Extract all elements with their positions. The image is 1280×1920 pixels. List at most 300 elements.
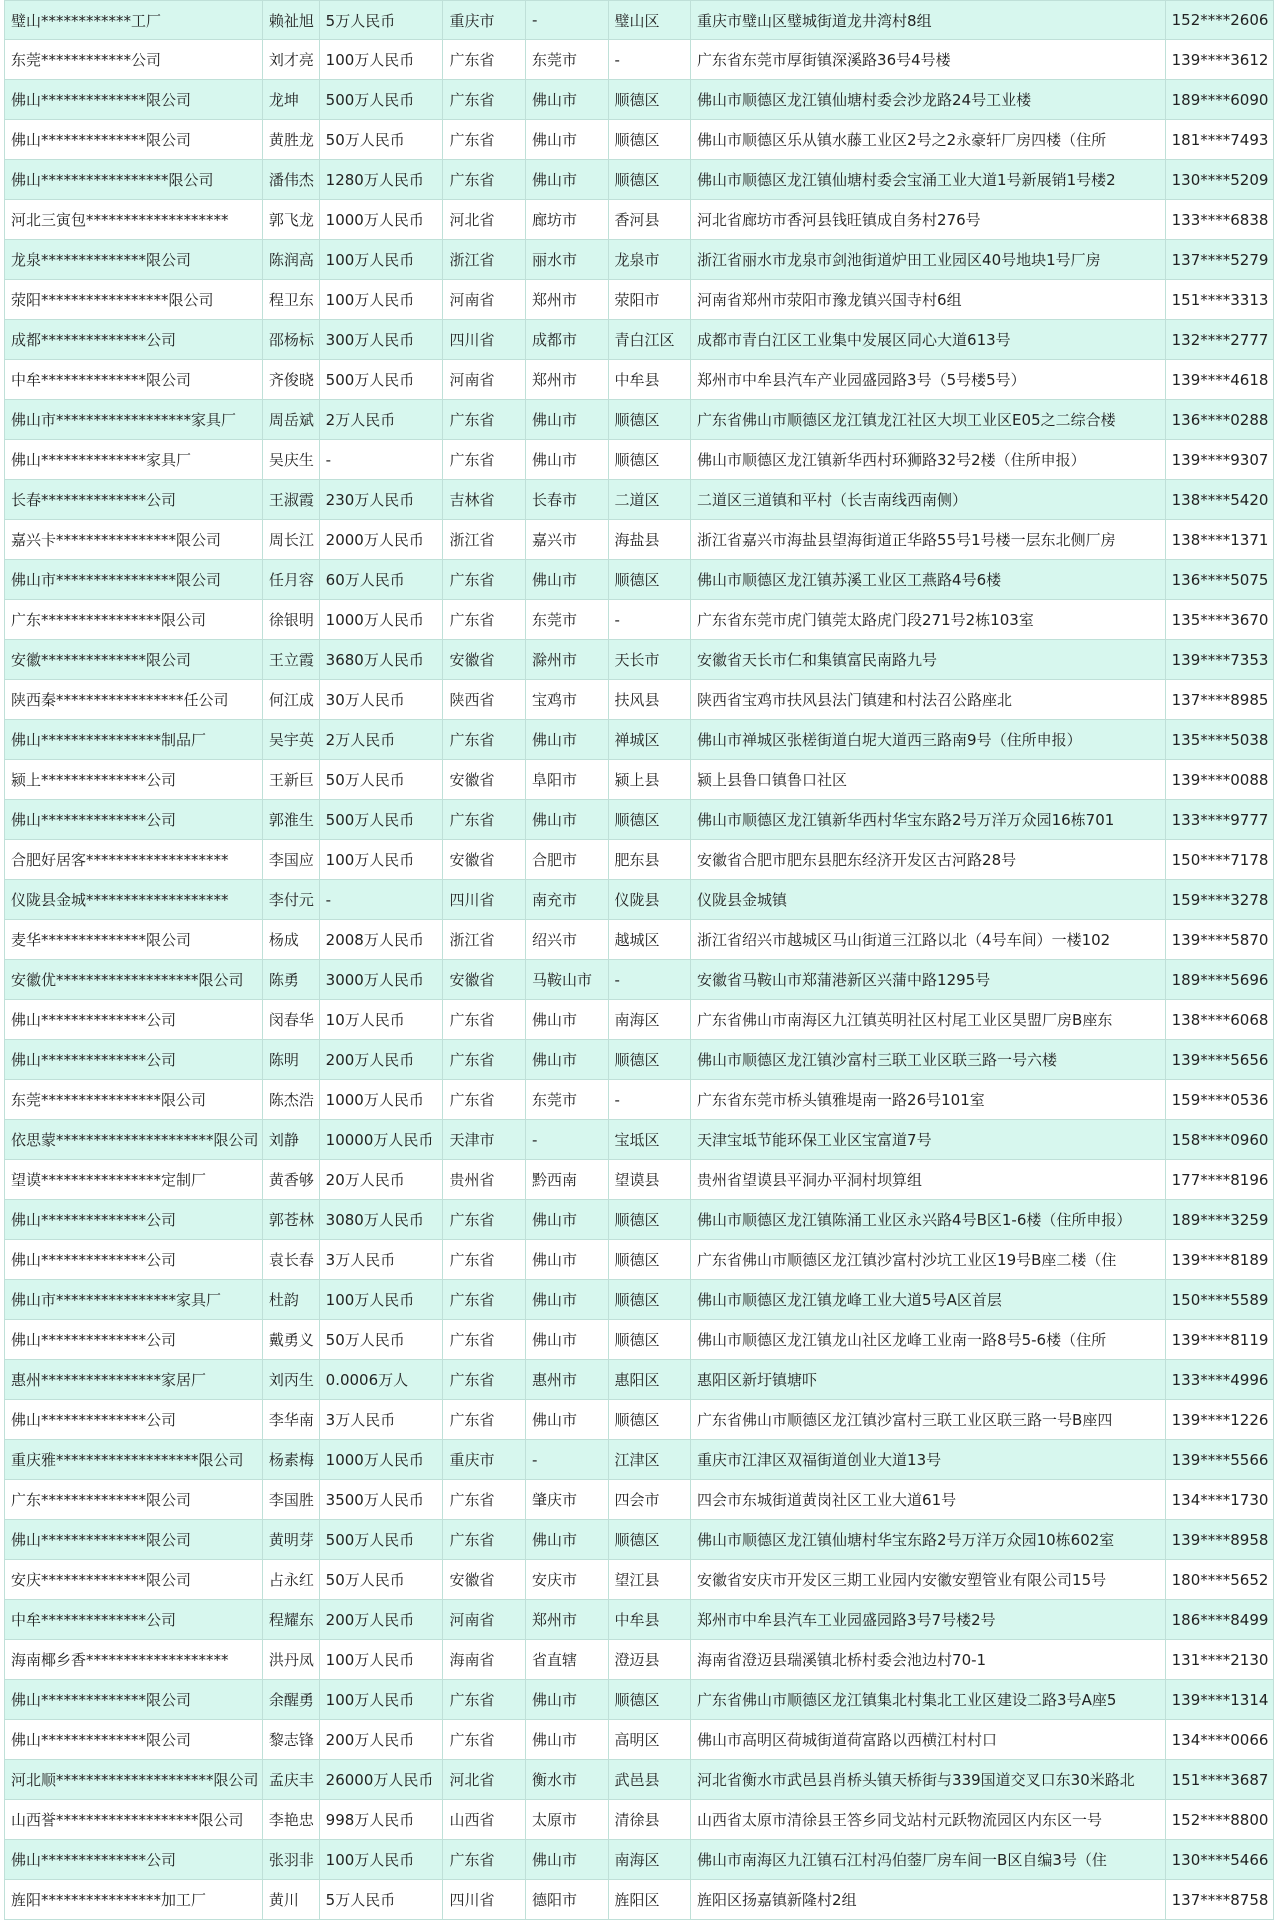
company-name-cell: 佛山**************公司 bbox=[5, 1400, 263, 1440]
registered-capital-cell: 1280万人民币 bbox=[319, 160, 443, 200]
legal-person-cell: 齐俊晓 bbox=[262, 360, 319, 400]
registered-capital-cell: 50万人民币 bbox=[319, 1560, 443, 1600]
legal-person-cell: 周岳斌 bbox=[262, 400, 319, 440]
legal-person-cell: 占永红 bbox=[262, 1560, 319, 1600]
legal-person-cell: 周长江 bbox=[262, 520, 319, 560]
address-cell: 贵州省望谟县平洞办平洞村坝算组 bbox=[691, 1160, 1166, 1200]
table-row bbox=[5, 1760, 1274, 1800]
company-name-cell: 山西誉*******************限公司 bbox=[5, 1800, 263, 1840]
city-cell: 佛山市 bbox=[525, 80, 608, 120]
legal-person-cell: 孟庆丰 bbox=[262, 1760, 319, 1800]
district-cell: 顺德区 bbox=[608, 1680, 691, 1720]
address-cell: 浙江省绍兴市越城区马山街道三江路以北（4号车间）一楼102 bbox=[691, 920, 1166, 960]
registered-capital-cell: 5万人民币 bbox=[319, 1, 443, 40]
registered-capital-cell: 230万人民币 bbox=[319, 480, 443, 520]
district-cell: 顺德区 bbox=[608, 1280, 691, 1320]
city-cell: 佛山市 bbox=[525, 1000, 608, 1040]
table-row bbox=[5, 440, 1274, 480]
province-cell: 安徽省 bbox=[443, 640, 526, 680]
district-cell: 扶风县 bbox=[608, 680, 691, 720]
district-cell: - bbox=[608, 960, 691, 1000]
company-name-cell: 河北顺*********************限公司 bbox=[5, 1760, 263, 1800]
address-cell: 安徽省天长市仁和集镇富民南路九号 bbox=[691, 640, 1166, 680]
city-cell: 佛山市 bbox=[525, 400, 608, 440]
registered-capital-cell: 3万人民币 bbox=[319, 1240, 443, 1280]
district-cell: 中牟县 bbox=[608, 360, 691, 400]
province-cell: 河南省 bbox=[443, 280, 526, 320]
company-name-cell: 安庆**************限公司 bbox=[5, 1560, 263, 1600]
address-cell: 安徽省马鞍山市郑蒲港新区兴蒲中路1295号 bbox=[691, 960, 1166, 1000]
legal-person-cell: 陈杰浩 bbox=[262, 1080, 319, 1120]
registered-capital-cell: 500万人民币 bbox=[319, 80, 443, 120]
phone-cell: 139****5870 bbox=[1165, 920, 1273, 960]
district-cell: 武邑县 bbox=[608, 1760, 691, 1800]
address-cell: 佛山市南海区九江镇石江村冯伯蓥厂房车间一B区自编3号（住 bbox=[691, 1840, 1166, 1880]
table-row bbox=[5, 1400, 1274, 1440]
district-cell: 顺德区 bbox=[608, 1200, 691, 1240]
legal-person-cell: 杨成 bbox=[262, 920, 319, 960]
city-cell: 佛山市 bbox=[525, 1320, 608, 1360]
district-cell: 璧山区 bbox=[608, 1, 691, 40]
province-cell: 广东省 bbox=[443, 720, 526, 760]
registered-capital-cell: 10万人民币 bbox=[319, 1000, 443, 1040]
district-cell: 望谟县 bbox=[608, 1160, 691, 1200]
province-cell: 海南省 bbox=[443, 1640, 526, 1680]
phone-cell: 139****4618 bbox=[1165, 360, 1273, 400]
company-name-cell: 重庆雅*******************限公司 bbox=[5, 1440, 263, 1480]
company-name-cell: 嘉兴卡****************限公司 bbox=[5, 520, 263, 560]
phone-cell: 138****5420 bbox=[1165, 480, 1273, 520]
registered-capital-cell: 200万人民币 bbox=[319, 1720, 443, 1760]
phone-cell: 151****3687 bbox=[1165, 1760, 1273, 1800]
district-cell: 清徐县 bbox=[608, 1800, 691, 1840]
city-cell: 丽水市 bbox=[525, 240, 608, 280]
phone-cell: 134****0066 bbox=[1165, 1720, 1273, 1760]
registered-capital-cell: 100万人民币 bbox=[319, 280, 443, 320]
company-name-cell: 佛山市****************家具厂 bbox=[5, 1280, 263, 1320]
company-name-cell: 佛山**************限公司 bbox=[5, 120, 263, 160]
city-cell: 东莞市 bbox=[525, 40, 608, 80]
district-cell: 高明区 bbox=[608, 1720, 691, 1760]
address-cell: 佛山市顺德区龙江镇仙塘村委会沙龙路24号工业楼 bbox=[691, 80, 1166, 120]
table-row bbox=[5, 1, 1274, 40]
company-name-cell: 佛山*****************限公司 bbox=[5, 160, 263, 200]
legal-person-cell: 刘静 bbox=[262, 1120, 319, 1160]
legal-person-cell: 李国应 bbox=[262, 840, 319, 880]
district-cell: 顺德区 bbox=[608, 440, 691, 480]
table-row bbox=[5, 200, 1274, 240]
company-name-cell: 佛山**************公司 bbox=[5, 1000, 263, 1040]
registered-capital-cell: 500万人民币 bbox=[319, 800, 443, 840]
province-cell: 广东省 bbox=[443, 560, 526, 600]
table-row bbox=[5, 1360, 1274, 1400]
address-cell: 河北省廊坊市香河县钱旺镇成自务村276号 bbox=[691, 200, 1166, 240]
table-row bbox=[5, 1120, 1274, 1160]
registered-capital-cell: 50万人民币 bbox=[319, 760, 443, 800]
registered-capital-cell: 998万人民币 bbox=[319, 1800, 443, 1840]
city-cell: 合肥市 bbox=[525, 840, 608, 880]
registered-capital-cell: 10000万人民币 bbox=[319, 1120, 443, 1160]
table-row bbox=[5, 1800, 1274, 1840]
city-cell: 东莞市 bbox=[525, 1080, 608, 1120]
company-name-cell: 旌阳****************加工厂 bbox=[5, 1880, 263, 1920]
legal-person-cell: 李华南 bbox=[262, 1400, 319, 1440]
province-cell: 四川省 bbox=[443, 880, 526, 920]
city-cell: 马鞍山市 bbox=[525, 960, 608, 1000]
phone-cell: 151****3313 bbox=[1165, 280, 1273, 320]
legal-person-cell: 闵春华 bbox=[262, 1000, 319, 1040]
company-name-cell: 佛山**************公司 bbox=[5, 1840, 263, 1880]
table-row bbox=[5, 480, 1274, 520]
company-name-cell: 陕西秦*****************任公司 bbox=[5, 680, 263, 720]
address-cell: 郑州市中牟县汽车工业园盛园路3号7号楼2号 bbox=[691, 1600, 1166, 1640]
province-cell: 广东省 bbox=[443, 1080, 526, 1120]
phone-cell: 139****8958 bbox=[1165, 1520, 1273, 1560]
table-row bbox=[5, 1440, 1274, 1480]
legal-person-cell: 李艳忠 bbox=[262, 1800, 319, 1840]
table-row bbox=[5, 400, 1274, 440]
address-cell: 佛山市顺德区龙江镇沙富村三联工业区联三路一号六楼 bbox=[691, 1040, 1166, 1080]
address-cell: 山西省太原市清徐县王答乡同戈站村元跃物流园区内东区一号 bbox=[691, 1800, 1166, 1840]
table-row bbox=[5, 120, 1274, 160]
registered-capital-cell: 1000万人民币 bbox=[319, 1080, 443, 1120]
address-cell: 河南省郑州市荥阳市豫龙镇兴国寺村6组 bbox=[691, 280, 1166, 320]
district-cell: 二道区 bbox=[608, 480, 691, 520]
table-row bbox=[5, 1640, 1274, 1680]
city-cell: 佛山市 bbox=[525, 1680, 608, 1720]
address-cell: 陕西省宝鸡市扶风县法门镇建和村法召公路座北 bbox=[691, 680, 1166, 720]
legal-person-cell: 任月容 bbox=[262, 560, 319, 600]
phone-cell: 130****5209 bbox=[1165, 160, 1273, 200]
district-cell: 青白江区 bbox=[608, 320, 691, 360]
legal-person-cell: 黄香够 bbox=[262, 1160, 319, 1200]
phone-cell: 139****0088 bbox=[1165, 760, 1273, 800]
table-row bbox=[5, 720, 1274, 760]
city-cell: 佛山市 bbox=[525, 800, 608, 840]
company-table bbox=[4, 0, 1274, 1920]
address-cell: 广东省东莞市厚街镇深溪路36号4号楼 bbox=[691, 40, 1166, 80]
phone-cell: 139****8189 bbox=[1165, 1240, 1273, 1280]
legal-person-cell: 龙坤 bbox=[262, 80, 319, 120]
phone-cell: 139****7353 bbox=[1165, 640, 1273, 680]
district-cell: 海盐县 bbox=[608, 520, 691, 560]
table-body bbox=[5, 1, 1274, 1920]
phone-cell: 181****7493 bbox=[1165, 120, 1273, 160]
address-cell: 郑州市中牟县汽车产业园盛园路3号（5号楼5号） bbox=[691, 360, 1166, 400]
legal-person-cell: 刘丙生 bbox=[262, 1360, 319, 1400]
phone-cell: 131****2130 bbox=[1165, 1640, 1273, 1680]
address-cell: 佛山市顺德区龙江镇陈涌工业区永兴路4号B区1-6楼（住所申报） bbox=[691, 1200, 1166, 1240]
company-name-cell: 颍上**************公司 bbox=[5, 760, 263, 800]
address-cell: 广东省佛山市顺德区龙江镇沙富村沙坑工业区19号B座二楼（住 bbox=[691, 1240, 1166, 1280]
table-row bbox=[5, 600, 1274, 640]
city-cell: 滁州市 bbox=[525, 640, 608, 680]
legal-person-cell: 王淑霞 bbox=[262, 480, 319, 520]
city-cell: 东莞市 bbox=[525, 600, 608, 640]
province-cell: 广东省 bbox=[443, 1480, 526, 1520]
city-cell: 惠州市 bbox=[525, 1360, 608, 1400]
registered-capital-cell: 1000万人民币 bbox=[319, 200, 443, 240]
phone-cell: 138****1371 bbox=[1165, 520, 1273, 560]
table-row bbox=[5, 680, 1274, 720]
table-row bbox=[5, 1600, 1274, 1640]
phone-cell: 132****2777 bbox=[1165, 320, 1273, 360]
city-cell: 衡水市 bbox=[525, 1760, 608, 1800]
city-cell: 郑州市 bbox=[525, 1600, 608, 1640]
address-cell: 佛山市顺德区龙江镇龙峰工业大道5号A区首层 bbox=[691, 1280, 1166, 1320]
registered-capital-cell: 200万人民币 bbox=[319, 1040, 443, 1080]
city-cell: 佛山市 bbox=[525, 720, 608, 760]
legal-person-cell: 王新巨 bbox=[262, 760, 319, 800]
table-row bbox=[5, 320, 1274, 360]
address-cell: 安徽省合肥市肥东县肥东经济开发区古河路28号 bbox=[691, 840, 1166, 880]
province-cell: 吉林省 bbox=[443, 480, 526, 520]
province-cell: 四川省 bbox=[443, 1880, 526, 1920]
district-cell: 南海区 bbox=[608, 1000, 691, 1040]
district-cell: 顺德区 bbox=[608, 400, 691, 440]
address-cell: 海南省澄迈县瑞溪镇北桥村委会池边村70-1 bbox=[691, 1640, 1166, 1680]
address-cell: 广东省佛山市南海区九江镇英明社区村尾工业区昊盟厂房B座东 bbox=[691, 1000, 1166, 1040]
registered-capital-cell: 2万人民币 bbox=[319, 400, 443, 440]
table-row bbox=[5, 1680, 1274, 1720]
city-cell: 郑州市 bbox=[525, 280, 608, 320]
district-cell: 顺德区 bbox=[608, 120, 691, 160]
table-row bbox=[5, 1720, 1274, 1760]
city-cell: 廊坊市 bbox=[525, 200, 608, 240]
table-row bbox=[5, 1200, 1274, 1240]
legal-person-cell: 王立霞 bbox=[262, 640, 319, 680]
registered-capital-cell: 0.0006万人 bbox=[319, 1360, 443, 1400]
legal-person-cell: 余醒勇 bbox=[262, 1680, 319, 1720]
company-name-cell: 中牟**************公司 bbox=[5, 1600, 263, 1640]
company-name-cell: 东莞****************限公司 bbox=[5, 1080, 263, 1120]
province-cell: 安徽省 bbox=[443, 960, 526, 1000]
city-cell: - bbox=[525, 1120, 608, 1160]
company-name-cell: 依思蒙*********************限公司 bbox=[5, 1120, 263, 1160]
table-row bbox=[5, 800, 1274, 840]
address-cell: 浙江省嘉兴市海盐县望海街道正华路55号1号楼一层东北侧厂房 bbox=[691, 520, 1166, 560]
address-cell: 佛山市顺德区龙江镇仙塘村华宝东路2号万洋万众园10栋602室 bbox=[691, 1520, 1166, 1560]
phone-cell: 152****8800 bbox=[1165, 1800, 1273, 1840]
legal-person-cell: 黎志锋 bbox=[262, 1720, 319, 1760]
address-cell: 佛山市顺德区龙江镇苏溪工业区工燕路4号6楼 bbox=[691, 560, 1166, 600]
legal-person-cell: 洪丹凤 bbox=[262, 1640, 319, 1680]
district-cell: 越城区 bbox=[608, 920, 691, 960]
company-name-cell: 佛山市******************家具厂 bbox=[5, 400, 263, 440]
registered-capital-cell: - bbox=[319, 440, 443, 480]
province-cell: 广东省 bbox=[443, 120, 526, 160]
phone-cell: 136****0288 bbox=[1165, 400, 1273, 440]
legal-person-cell: 何江成 bbox=[262, 680, 319, 720]
table-row bbox=[5, 1480, 1274, 1520]
table-row bbox=[5, 1240, 1274, 1280]
table-row bbox=[5, 1280, 1274, 1320]
phone-cell: 189****5696 bbox=[1165, 960, 1273, 1000]
table-row bbox=[5, 1880, 1274, 1920]
district-cell: 望江县 bbox=[608, 1560, 691, 1600]
company-name-cell: 仪陇县金城******************* bbox=[5, 880, 263, 920]
city-cell: 太原市 bbox=[525, 1800, 608, 1840]
company-name-cell: 中牟**************限公司 bbox=[5, 360, 263, 400]
district-cell: 南海区 bbox=[608, 1840, 691, 1880]
phone-cell: 139****5656 bbox=[1165, 1040, 1273, 1080]
address-cell: 重庆市璧山区璧城街道龙井湾村8组 bbox=[691, 1, 1166, 40]
province-cell: 广东省 bbox=[443, 80, 526, 120]
phone-cell: 133****9777 bbox=[1165, 800, 1273, 840]
company-name-cell: 麦华**************限公司 bbox=[5, 920, 263, 960]
table-row bbox=[5, 160, 1274, 200]
city-cell: 绍兴市 bbox=[525, 920, 608, 960]
city-cell: 佛山市 bbox=[525, 440, 608, 480]
district-cell: 顺德区 bbox=[608, 80, 691, 120]
registered-capital-cell: 3080万人民币 bbox=[319, 1200, 443, 1240]
city-cell: 成都市 bbox=[525, 320, 608, 360]
province-cell: 广东省 bbox=[443, 1720, 526, 1760]
phone-cell: 136****5075 bbox=[1165, 560, 1273, 600]
district-cell: 肥东县 bbox=[608, 840, 691, 880]
phone-cell: 186****8499 bbox=[1165, 1600, 1273, 1640]
city-cell: 佛山市 bbox=[525, 1280, 608, 1320]
province-cell: 广东省 bbox=[443, 600, 526, 640]
table-row bbox=[5, 1520, 1274, 1560]
phone-cell: 177****8196 bbox=[1165, 1160, 1273, 1200]
phone-cell: 139****5566 bbox=[1165, 1440, 1273, 1480]
province-cell: 四川省 bbox=[443, 320, 526, 360]
phone-cell: 139****1314 bbox=[1165, 1680, 1273, 1720]
province-cell: 广东省 bbox=[443, 400, 526, 440]
province-cell: 广东省 bbox=[443, 1320, 526, 1360]
legal-person-cell: 袁长春 bbox=[262, 1240, 319, 1280]
district-cell: 顺德区 bbox=[608, 1400, 691, 1440]
phone-cell: 137****8985 bbox=[1165, 680, 1273, 720]
company-name-cell: 佛山**************公司 bbox=[5, 1240, 263, 1280]
province-cell: 广东省 bbox=[443, 1360, 526, 1400]
city-cell: 省直辖 bbox=[525, 1640, 608, 1680]
address-cell: 二道区三道镇和平村（长吉南线西南侧） bbox=[691, 480, 1166, 520]
registered-capital-cell: 50万人民币 bbox=[319, 120, 443, 160]
registered-capital-cell: 1000万人民币 bbox=[319, 600, 443, 640]
legal-person-cell: 杜韵 bbox=[262, 1280, 319, 1320]
legal-person-cell: 郭淮生 bbox=[262, 800, 319, 840]
registered-capital-cell: 100万人民币 bbox=[319, 1640, 443, 1680]
address-cell: 颍上县鲁口镇鲁口社区 bbox=[691, 760, 1166, 800]
city-cell: 佛山市 bbox=[525, 560, 608, 600]
table-row bbox=[5, 640, 1274, 680]
district-cell: 颍上县 bbox=[608, 760, 691, 800]
phone-cell: 139****9307 bbox=[1165, 440, 1273, 480]
district-cell: 顺德区 bbox=[608, 800, 691, 840]
legal-person-cell: 徐银明 bbox=[262, 600, 319, 640]
table-row bbox=[5, 840, 1274, 880]
legal-person-cell: 郭飞龙 bbox=[262, 200, 319, 240]
legal-person-cell: 吴宇英 bbox=[262, 720, 319, 760]
district-cell: 宝坻区 bbox=[608, 1120, 691, 1160]
company-name-cell: 佛山**************限公司 bbox=[5, 1720, 263, 1760]
address-cell: 四会市东城街道黄岗社区工业大道61号 bbox=[691, 1480, 1166, 1520]
district-cell: 顺德区 bbox=[608, 1040, 691, 1080]
province-cell: 安徽省 bbox=[443, 840, 526, 880]
district-cell: 旌阳区 bbox=[608, 1880, 691, 1920]
company-name-cell: 佛山****************制品厂 bbox=[5, 720, 263, 760]
phone-cell: 152****2606 bbox=[1165, 1, 1273, 40]
city-cell: 郑州市 bbox=[525, 360, 608, 400]
table-row bbox=[5, 1320, 1274, 1360]
registered-capital-cell: 500万人民币 bbox=[319, 360, 443, 400]
phone-cell: 135****3670 bbox=[1165, 600, 1273, 640]
company-name-cell: 佛山市****************限公司 bbox=[5, 560, 263, 600]
registered-capital-cell: 1000万人民币 bbox=[319, 1440, 443, 1480]
phone-cell: 137****5279 bbox=[1165, 240, 1273, 280]
province-cell: 河北省 bbox=[443, 1760, 526, 1800]
province-cell: 浙江省 bbox=[443, 240, 526, 280]
company-name-cell: 长春**************公司 bbox=[5, 480, 263, 520]
address-cell: 佛山市禅城区张槎街道白坭大道西三路南9号（住所申报） bbox=[691, 720, 1166, 760]
province-cell: 河北省 bbox=[443, 200, 526, 240]
district-cell: 天长市 bbox=[608, 640, 691, 680]
table-row bbox=[5, 1560, 1274, 1600]
table-row bbox=[5, 40, 1274, 80]
city-cell: 安庆市 bbox=[525, 1560, 608, 1600]
district-cell: 顺德区 bbox=[608, 1520, 691, 1560]
company-name-cell: 佛山**************限公司 bbox=[5, 80, 263, 120]
district-cell: 香河县 bbox=[608, 200, 691, 240]
table-row bbox=[5, 880, 1274, 920]
district-cell: - bbox=[608, 1080, 691, 1120]
registered-capital-cell: 2000万人民币 bbox=[319, 520, 443, 560]
company-name-cell: 安徽**************限公司 bbox=[5, 640, 263, 680]
company-name-cell: 佛山**************公司 bbox=[5, 1040, 263, 1080]
district-cell: 顺德区 bbox=[608, 160, 691, 200]
address-cell: 浙江省丽水市龙泉市剑池街道炉田工业园区40号地块1号厂房 bbox=[691, 240, 1166, 280]
address-cell: 广东省东莞市桥头镇雅堤南一路26号101室 bbox=[691, 1080, 1166, 1120]
address-cell: 佛山市顺德区龙江镇新华西村华宝东路2号万洋万众园16栋701 bbox=[691, 800, 1166, 840]
legal-person-cell: 赖祉旭 bbox=[262, 1, 319, 40]
city-cell: 南充市 bbox=[525, 880, 608, 920]
table-row bbox=[5, 1040, 1274, 1080]
company-name-cell: 佛山**************公司 bbox=[5, 800, 263, 840]
legal-person-cell: 程耀东 bbox=[262, 1600, 319, 1640]
phone-cell: 159****0536 bbox=[1165, 1080, 1273, 1120]
address-cell: 旌阳区扬嘉镇新隆村2组 bbox=[691, 1880, 1166, 1920]
province-cell: 广东省 bbox=[443, 160, 526, 200]
registered-capital-cell: 20万人民币 bbox=[319, 1160, 443, 1200]
province-cell: 广东省 bbox=[443, 440, 526, 480]
registered-capital-cell: - bbox=[319, 880, 443, 920]
province-cell: 广东省 bbox=[443, 1200, 526, 1240]
city-cell: 宝鸡市 bbox=[525, 680, 608, 720]
address-cell: 广东省佛山市顺德区龙江镇沙富村三联工业区联三路一号B座四 bbox=[691, 1400, 1166, 1440]
district-cell: 江津区 bbox=[608, 1440, 691, 1480]
company-name-cell: 合肥好居客******************* bbox=[5, 840, 263, 880]
phone-cell: 133****6838 bbox=[1165, 200, 1273, 240]
table-row bbox=[5, 80, 1274, 120]
company-name-cell: 成都**************公司 bbox=[5, 320, 263, 360]
province-cell: 天津市 bbox=[443, 1120, 526, 1160]
legal-person-cell: 黄川 bbox=[262, 1880, 319, 1920]
province-cell: 陕西省 bbox=[443, 680, 526, 720]
city-cell: 佛山市 bbox=[525, 1240, 608, 1280]
province-cell: 广东省 bbox=[443, 1040, 526, 1080]
phone-cell: 134****1730 bbox=[1165, 1480, 1273, 1520]
legal-person-cell: 郭苍林 bbox=[262, 1200, 319, 1240]
district-cell: 顺德区 bbox=[608, 1240, 691, 1280]
province-cell: 广东省 bbox=[443, 800, 526, 840]
district-cell: 荥阳市 bbox=[608, 280, 691, 320]
phone-cell: 189****6090 bbox=[1165, 80, 1273, 120]
company-name-cell: 东莞************公司 bbox=[5, 40, 263, 80]
address-cell: 安徽省安庆市开发区三期工业园内安徽安塑管业有限公司15号 bbox=[691, 1560, 1166, 1600]
legal-person-cell: 陈明 bbox=[262, 1040, 319, 1080]
